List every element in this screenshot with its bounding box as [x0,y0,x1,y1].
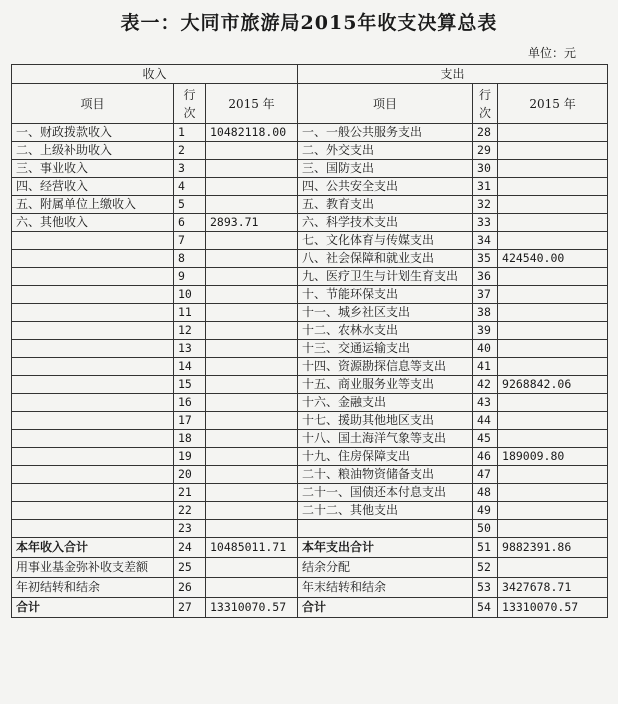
total-row [12,578,608,598]
expense-amount-cell [498,466,608,484]
expense-seq-cell: 34 [473,232,498,250]
table-row [12,196,608,214]
total-row [12,558,608,578]
table-row [12,178,608,196]
income-seq-cell: 17 [174,412,206,430]
income-amount-cell [206,502,298,520]
expense-seq-cell: 43 [473,394,498,412]
expense-item-cell: 合计 [298,598,473,618]
expense-item-cell: 十一、城乡社区支出 [298,304,473,322]
table-row [12,466,608,484]
expense-item-cell: 九、医疗卫生与计划生育支出 [298,268,473,286]
expense-seq-cell: 33 [473,214,498,232]
expense-amount-cell [498,232,608,250]
expense-amount-cell [498,214,608,232]
table-row [12,268,608,286]
income-item-cell: 二、上级补助收入 [12,142,174,160]
expense-item-cell: 结余分配 [298,558,473,578]
expense-amount-cell: 9268842.06 [498,376,608,394]
income-item-cell: 合计 [12,598,174,618]
income-amount-cell [206,520,298,538]
expense-item-cell: 十六、金融支出 [298,394,473,412]
budget-table [11,64,608,618]
expense-item-cell: 十五、商业服务业等支出 [298,376,473,394]
income-item-cell [12,448,174,466]
expense-item-cell [298,520,473,538]
income-seq-cell: 12 [174,322,206,340]
expense-seq-cell: 49 [473,502,498,520]
income-amount-cell [206,304,298,322]
expense-amount-cell [498,142,608,160]
income-amount-cell [206,340,298,358]
income-item-cell: 用事业基金弥补收支差额 [12,558,174,578]
expense-amount-cell [498,322,608,340]
expense-item-cell: 二十一、国债还本付息支出 [298,484,473,502]
expense-seq-header: 行次 [473,84,498,124]
income-item-cell [12,520,174,538]
expense-amount-cell: 9882391.86 [498,538,608,558]
income-item-cell [12,394,174,412]
section-header-row [12,65,608,84]
income-item-cell: 一、财政拨款收入 [12,124,174,142]
income-amount-cell [206,448,298,466]
expense-seq-cell: 31 [473,178,498,196]
income-item-cell [12,232,174,250]
income-seq-cell: 19 [174,448,206,466]
income-item-cell [12,502,174,520]
income-seq-header: 行次 [174,84,206,124]
expense-amount-cell [498,340,608,358]
income-item-cell: 本年收入合计 [12,538,174,558]
income-amount-cell [206,558,298,578]
income-item-cell [12,322,174,340]
expense-item-cell: 十八、国土海洋气象等支出 [298,430,473,448]
expense-item-cell: 四、公共安全支出 [298,178,473,196]
income-seq-cell: 9 [174,268,206,286]
income-seq-cell: 11 [174,304,206,322]
income-amount-cell [206,232,298,250]
expense-seq-cell: 32 [473,196,498,214]
income-item-header: 项目 [12,84,174,124]
table-row [12,160,608,178]
income-seq-cell: 27 [174,598,206,618]
expense-seq-cell: 50 [473,520,498,538]
table-row [12,484,608,502]
income-seq-cell: 2 [174,142,206,160]
income-seq-cell: 26 [174,578,206,598]
table-row [12,304,608,322]
expense-item-cell: 十四、资源勘探信息等支出 [298,358,473,376]
expense-item-cell: 五、教育支出 [298,196,473,214]
expense-amount-cell [498,268,608,286]
expense-item-cell: 七、文化体育与传媒支出 [298,232,473,250]
income-amount-cell [206,578,298,598]
income-amount-cell: 10485011.71 [206,538,298,558]
income-item-cell [12,412,174,430]
total-row [12,598,608,618]
income-item-cell [12,250,174,268]
income-amount-cell [206,358,298,376]
expense-seq-cell: 53 [473,578,498,598]
income-amount-cell [206,484,298,502]
expense-amount-cell [498,430,608,448]
income-amount-cell [206,142,298,160]
table-row [12,412,608,430]
income-seq-cell: 21 [174,484,206,502]
income-amount-cell [206,466,298,484]
income-amount-cell [206,376,298,394]
expense-seq-cell: 40 [473,340,498,358]
income-seq-cell: 4 [174,178,206,196]
expense-item-cell: 一、一般公共服务支出 [298,124,473,142]
income-amount-cell [206,286,298,304]
income-amount-cell [206,394,298,412]
table-row [12,232,608,250]
expense-amount-cell [498,286,608,304]
expense-item-cell: 十九、住房保障支出 [298,448,473,466]
income-amount-cell [206,250,298,268]
table-row [12,250,608,268]
expense-amount-cell [498,358,608,376]
expense-seq-cell: 51 [473,538,498,558]
expense-seq-cell: 42 [473,376,498,394]
expense-amount-cell [498,178,608,196]
expense-seq-cell: 35 [473,250,498,268]
expense-item-header: 项目 [298,84,473,124]
expense-amount-cell [498,304,608,322]
expense-seq-cell: 30 [473,160,498,178]
unit-label: 单位：元 [527,46,576,60]
table-row [12,322,608,340]
income-year-header: 2015 年 [206,84,298,124]
expense-seq-cell: 28 [473,124,498,142]
expense-amount-cell: 189009.80 [498,448,608,466]
income-item-cell [12,376,174,394]
income-seq-cell: 22 [174,502,206,520]
expense-seq-cell: 52 [473,558,498,578]
table-row [12,142,608,160]
expense-seq-cell: 54 [473,598,498,618]
table-row [12,394,608,412]
expense-amount-cell [498,196,608,214]
income-amount-cell: 10482118.00 [206,124,298,142]
expense-seq-cell: 46 [473,448,498,466]
income-seq-cell: 3 [174,160,206,178]
total-row [12,538,608,558]
expense-seq-cell: 36 [473,268,498,286]
expense-amount-cell [498,484,608,502]
income-amount-cell: 2893.71 [206,214,298,232]
income-seq-cell: 10 [174,286,206,304]
income-item-cell: 六、其他收入 [12,214,174,232]
expense-section-header: 支出 [298,65,608,84]
expense-amount-cell [498,412,608,430]
table-row [12,520,608,538]
expense-item-cell: 年末结转和结余 [298,578,473,598]
income-item-cell [12,430,174,448]
expense-item-cell: 十、节能环保支出 [298,286,473,304]
income-amount-cell [206,268,298,286]
income-item-cell: 五、附属单位上缴收入 [12,196,174,214]
income-item-cell [12,484,174,502]
expense-amount-cell [498,394,608,412]
income-seq-cell: 6 [174,214,206,232]
expense-amount-cell [498,124,608,142]
table-row [12,448,608,466]
expense-seq-cell: 44 [473,412,498,430]
expense-amount-cell: 13310070.57 [498,598,608,618]
expense-year-header: 2015 年 [498,84,608,124]
expense-seq-cell: 38 [473,304,498,322]
income-item-cell [12,286,174,304]
income-item-cell [12,466,174,484]
income-seq-cell: 23 [174,520,206,538]
expense-item-cell: 六、科学技术支出 [298,214,473,232]
income-amount-cell [206,412,298,430]
income-item-cell [12,304,174,322]
income-amount-cell: 13310070.57 [206,598,298,618]
expense-amount-cell: 3427678.71 [498,578,608,598]
income-seq-cell: 5 [174,196,206,214]
expense-amount-cell [498,502,608,520]
expense-item-cell: 本年支出合计 [298,538,473,558]
income-seq-cell: 13 [174,340,206,358]
income-amount-cell [206,178,298,196]
income-seq-cell: 7 [174,232,206,250]
table-row [12,340,608,358]
income-item-cell [12,358,174,376]
table-row [12,124,608,142]
expense-amount-cell [498,520,608,538]
income-seq-cell: 15 [174,376,206,394]
page-title: 表一：大同市旅游局2015年收支决算总表 [120,12,498,34]
expense-seq-cell: 47 [473,466,498,484]
table-row [12,214,608,232]
income-item-cell [12,340,174,358]
income-item-cell: 四、经营收入 [12,178,174,196]
table-row [12,286,608,304]
income-section-header: 收入 [12,65,298,84]
expense-item-cell: 十七、援助其他地区支出 [298,412,473,430]
table-row [12,358,608,376]
income-item-cell: 三、事业收入 [12,160,174,178]
expense-amount-cell [498,160,608,178]
expense-item-cell: 二十、粮油物资储备支出 [298,466,473,484]
table-row [12,430,608,448]
expense-item-cell: 十二、农林水支出 [298,322,473,340]
expense-amount-cell [498,558,608,578]
income-amount-cell [206,322,298,340]
income-amount-cell [206,196,298,214]
expense-seq-cell: 48 [473,484,498,502]
expense-item-cell: 十三、交通运输支出 [298,340,473,358]
expense-item-cell: 二、外交支出 [298,142,473,160]
expense-item-cell: 二十二、其他支出 [298,502,473,520]
income-item-cell [12,268,174,286]
income-seq-cell: 24 [174,538,206,558]
column-header-row [12,84,608,124]
income-seq-cell: 8 [174,250,206,268]
income-item-cell: 年初结转和结余 [12,578,174,598]
expense-seq-cell: 37 [473,286,498,304]
expense-item-cell: 三、国防支出 [298,160,473,178]
income-amount-cell [206,160,298,178]
table-row [12,376,608,394]
expense-seq-cell: 29 [473,142,498,160]
income-seq-cell: 20 [174,466,206,484]
income-seq-cell: 1 [174,124,206,142]
expense-seq-cell: 41 [473,358,498,376]
expense-item-cell: 八、社会保障和就业支出 [298,250,473,268]
expense-seq-cell: 39 [473,322,498,340]
income-amount-cell [206,430,298,448]
income-seq-cell: 14 [174,358,206,376]
income-seq-cell: 18 [174,430,206,448]
expense-seq-cell: 45 [473,430,498,448]
table-row [12,502,608,520]
income-seq-cell: 16 [174,394,206,412]
income-seq-cell: 25 [174,558,206,578]
expense-amount-cell: 424540.00 [498,250,608,268]
